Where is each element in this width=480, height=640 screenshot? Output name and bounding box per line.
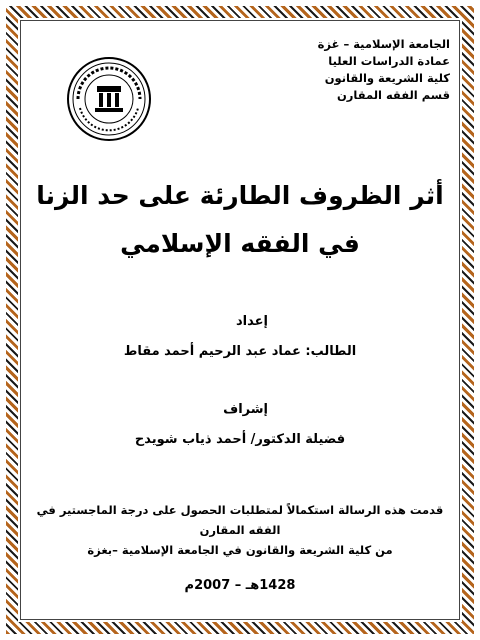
university-seal-logo — [66, 56, 152, 142]
thesis-title-line1: أثر الظروف الطارئة على حد الزنا — [36, 181, 444, 210]
department-name: قسم الفقه المقارن — [336, 88, 450, 102]
thesis-title-line2: في الفقه الإسلامي — [120, 229, 360, 258]
submission-note — [22, 500, 458, 560]
supervisor-name: فضيلة الدكتور/ أحمد ذياب شويدح — [134, 432, 346, 447]
title-page — [22, 22, 458, 618]
institution-block — [318, 36, 450, 104]
thesis-date: 1428هـ – 2007م — [184, 578, 296, 593]
prepared-by-label: إعداد — [236, 314, 268, 329]
student-name: الطالب: عماد عبد الرحيم أحمد مقاط — [123, 344, 357, 359]
supervision-label: إشراف — [223, 402, 268, 417]
deanship-name: عمادة الدراسات العليا — [328, 54, 450, 68]
submission-note-line1: قدمت هذه الرسالة استكمالاً لمتطلبات الحصول على درجة الماجستير في الفقه المقارن — [36, 503, 444, 537]
university-name: الجامعة الإسلامية – غزة — [317, 37, 450, 51]
thesis-title — [22, 172, 458, 268]
submission-note-line2: من كلية الشريعة والقانون في الجامعة الإسلامية –بغزة — [87, 543, 393, 557]
faculty-name: كلية الشريعة والقانون — [324, 71, 450, 85]
